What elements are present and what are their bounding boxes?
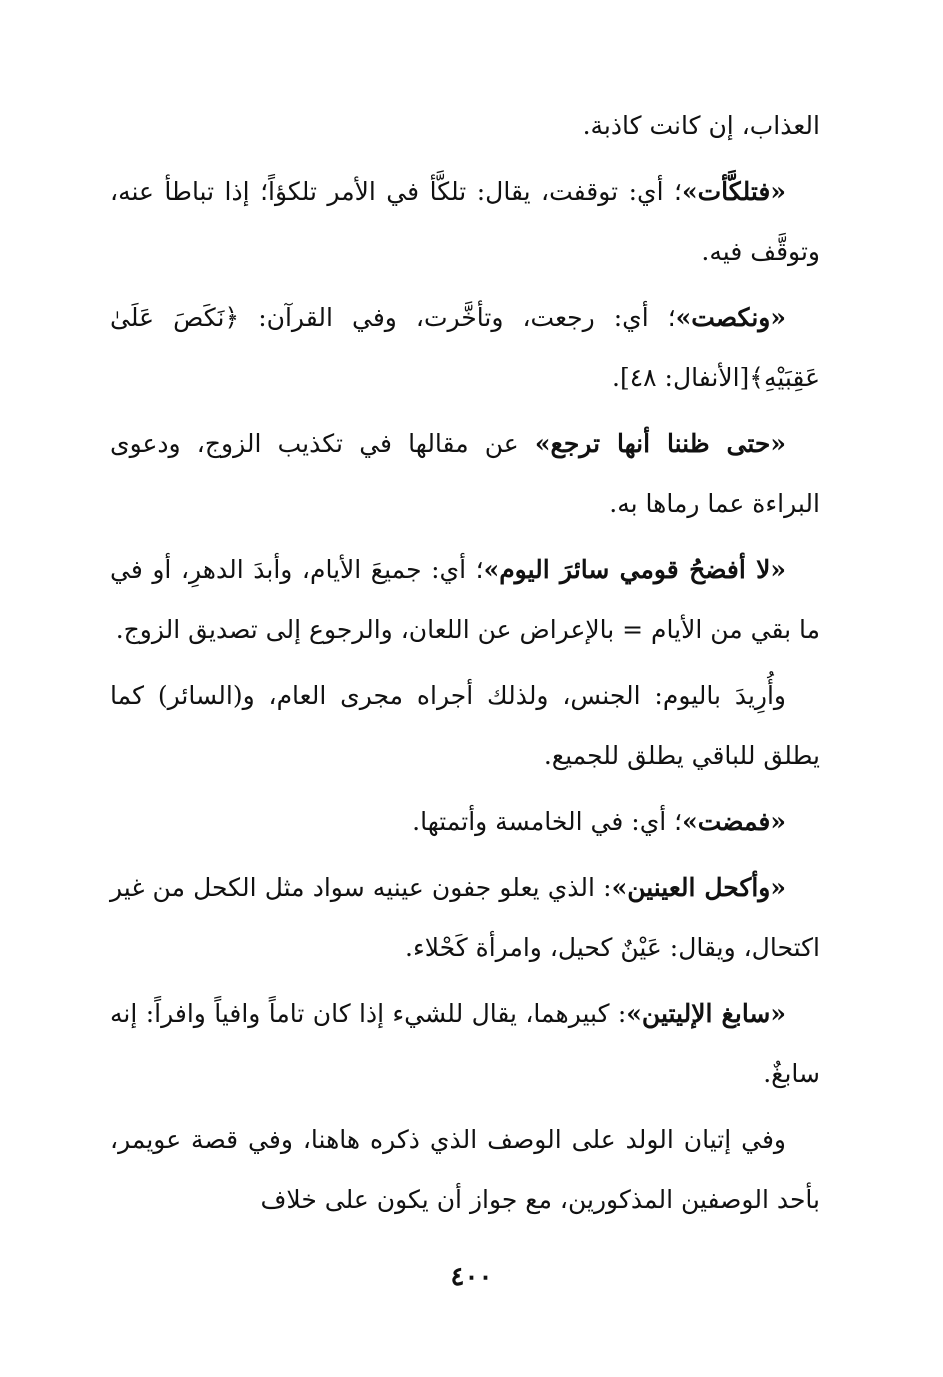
paragraph-8-lemma: «وأكحل العينين» bbox=[611, 873, 786, 902]
paragraph-2-text: ؛ أي: توقفت، يقال: تلكَّأ في الأمر تلكؤاً؛ إذا تباطأ عنه، وتوقَّف فيه. bbox=[110, 177, 820, 266]
page-body bbox=[110, 96, 820, 1236]
paragraph-9-text: : كبيرهما، يقال للشيء إذا كان تاماً وافياً وافراً: إنه سابغٌ. bbox=[110, 999, 820, 1088]
paragraph-10 bbox=[110, 1110, 820, 1230]
paragraph-2-lemma: «فتلكَّأت» bbox=[682, 177, 786, 206]
paragraph-2 bbox=[110, 162, 820, 282]
paragraph-4 bbox=[110, 414, 820, 534]
paragraph-9-lemma: «سابغ الإليتين» bbox=[626, 999, 787, 1028]
paragraph-6 bbox=[110, 666, 820, 786]
paragraph-10-text: وفي إتيان الولد على الوصف الذي ذكره هاهنا، وفي قصة عويمر، بأحد الوصفين المذكورين، مع جواز أن يكون على خلاف bbox=[110, 1125, 820, 1214]
paragraph-7-text: ؛ أي: في الخامسة وأتمتها. bbox=[412, 807, 683, 836]
paragraph-8-text: : الذي يعلو جفون عينيه سواد مثل الكحل من غير اكتحال، ويقال: عَيْنٌ كحيل، وامرأة كَحْلاء. bbox=[110, 873, 820, 962]
paragraph-6-text: وأُرِيدَ باليوم: الجنس، ولذلك أجراه مجرى العام، و(السائر) كما يطلق للباقي يطلق للجميع. bbox=[110, 681, 820, 770]
paragraph-1-text: العذاب، إن كانت كاذبة. bbox=[582, 111, 820, 140]
paragraph-5-text: ؛ أي: جميعَ الأيام، وأبدَ الدهرِ، أو في ما بقي من الأيام = بالإعراض عن اللعان، والرجوع إلى تصديق الزوج. bbox=[110, 555, 820, 644]
paragraph-8 bbox=[110, 858, 820, 978]
paragraph-3-text: ؛ أي: رجعت، وتأخَّرت، وفي القرآن: ﴿نَكَصَ عَلَىٰ عَقِبَيْهِ﴾[الأنفال: ٤٨]. bbox=[110, 303, 820, 392]
paragraph-3-lemma: «ونكصت» bbox=[675, 303, 786, 332]
paragraph-3 bbox=[110, 288, 820, 408]
paragraph-4-lemma: «حتى ظننا أنها ترجع» bbox=[534, 429, 787, 458]
paragraph-4-text: عن مقالها في تكذيب الزوج، ودعوى البراءة عما رماها به. bbox=[110, 429, 820, 518]
paragraph-7-lemma: «فمضت» bbox=[682, 807, 786, 836]
paragraph-1 bbox=[110, 96, 820, 156]
paragraph-5 bbox=[110, 540, 820, 660]
paragraph-9 bbox=[110, 984, 820, 1104]
paragraph-5-lemma: «لا أفضحُ قومي سائرَ اليوم» bbox=[483, 555, 787, 584]
page-number: ٤٠٠ bbox=[450, 1262, 493, 1292]
paragraph-7 bbox=[110, 792, 820, 852]
